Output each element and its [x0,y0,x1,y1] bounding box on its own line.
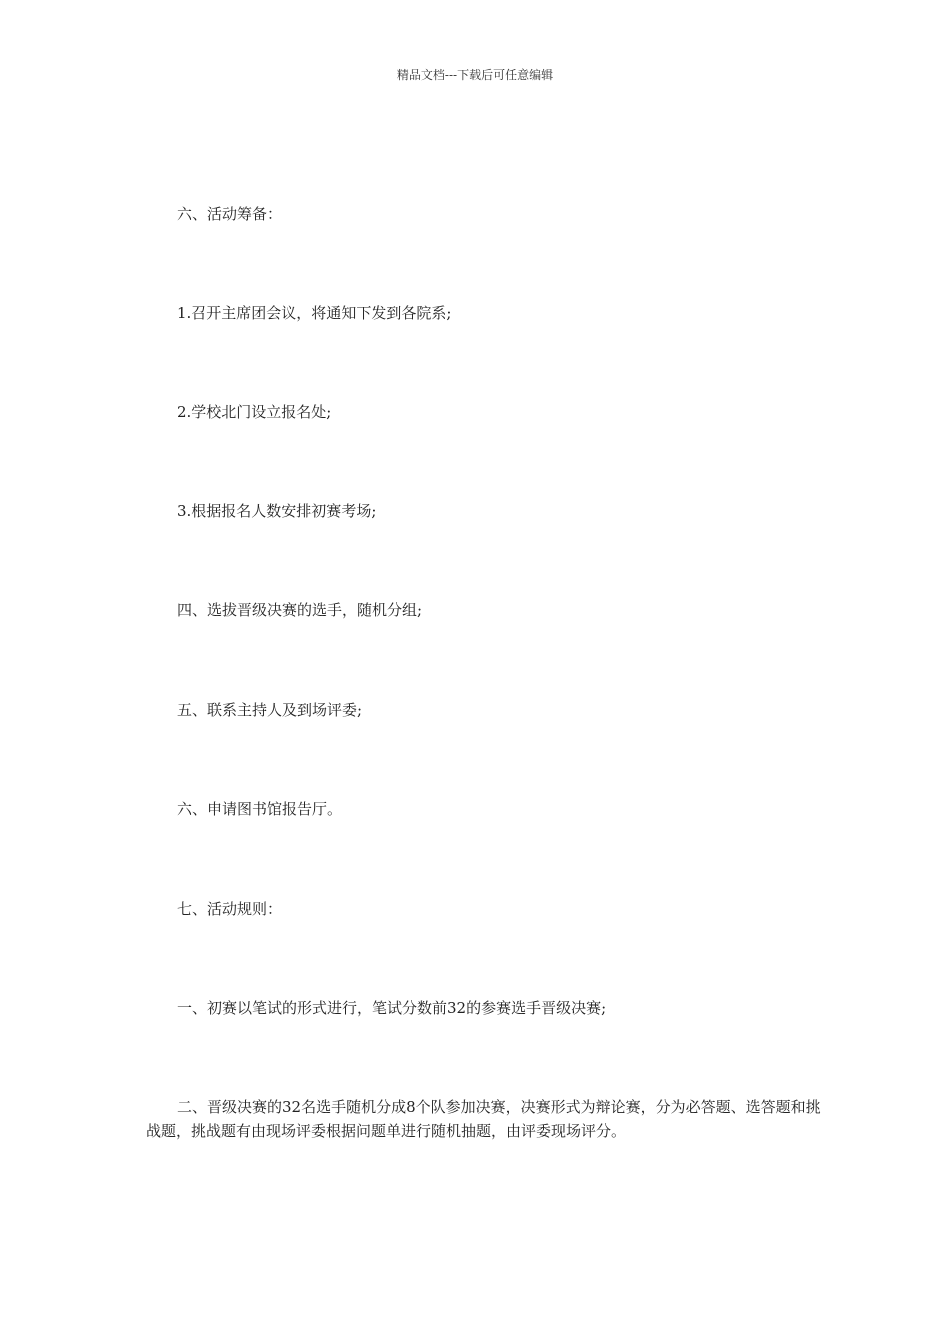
section-heading-preparation: 六、活动筹备： [177,205,283,223]
preparation-item-6: 六、申请图书馆报告厅。 [177,800,343,818]
rule-item-2: 二、晋级决赛的32名选手随机分成8个队参加决赛，决赛形式为辩论赛，分为必答题、选答题和挑战题，挑战题有由现场评委根据问题单进行随机抽题，由评委现场评分。 [146,1098,821,1140]
preparation-item-4: 四、选拔晋级决赛的选手，随机分组; [177,601,423,619]
preparation-item-3: 3.根据报名人数安排初赛考场; [177,502,377,520]
page-header: 精品文档---下载后可任意编辑 [396,68,554,82]
preparation-item-1: 1.召开主席团会议，将通知下发到各院系; [177,304,452,322]
preparation-item-2: 2.学校北门设立报名处; [177,403,332,421]
preparation-item-5: 五、联系主持人及到场评委; [177,701,363,719]
rule-item-1: 一、初赛以笔试的形式进行，笔试分数前32的参赛选手晋级决赛; [177,999,607,1017]
section-heading-rules: 七、活动规则： [177,900,283,918]
